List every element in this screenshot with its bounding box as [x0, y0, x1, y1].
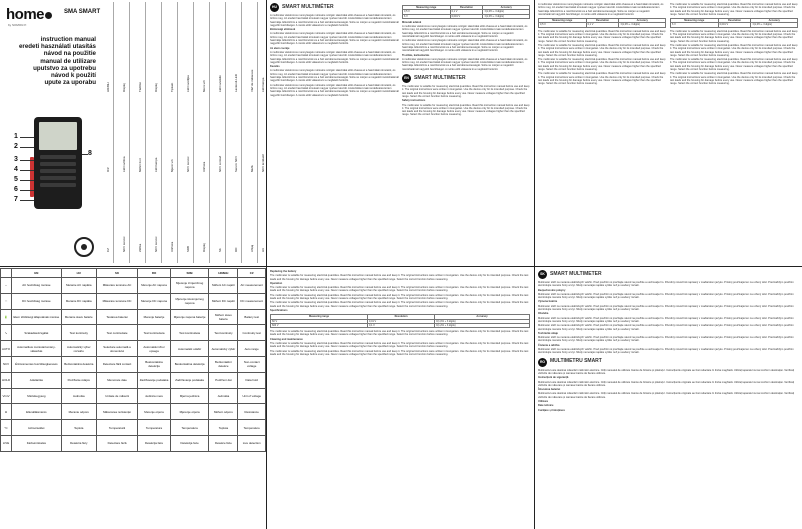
ro-subhead: Utilizare [538, 400, 549, 404]
fold-divider-horizontal [0, 266, 802, 267]
table-cell: Mértékegység [12, 388, 62, 404]
table-cell: Jednotka [61, 388, 96, 404]
en-subhead: Cleaning and maintenance [270, 337, 303, 341]
sk-lang-badge: SK [538, 270, 547, 279]
en-body-text: The multimeter is suitable for measuring electrical quantities. Read this instruction manual before use and keep it. The original instructions were written in Hungarian. Use the device only for its intended purpose. Check the test leads and the housing for damage before every use. Never measure voltages higher than the specified range. Select the correct function before measuring. [270, 293, 529, 301]
title-line: návod na použitie [43, 50, 96, 58]
en-body-text: The multimeter is suitable for measuring electrical quantities. Read this instruction manual before use and keep it. The original instructions were written in Hungarian. Use the device only for its intended purpose. Check the test leads and the housing for damage before every use. Never measure voltages higher than the specified range. Select the correct function before measuring. [670, 29, 798, 43]
en-body-text: The multimeter is suitable for measuring electrical quantities. Read this instruction manual before use and keep it. The original instructions were written in Hungarian. Use the device only for its intended purpose. Check the test leads and the housing for damage before every use. Never measure voltages higher than the specified range. Select the correct function before measuring. [270, 342, 529, 349]
table-header: EN [12, 269, 62, 278]
vtable-cell: Displej [153, 83, 158, 92]
vtable-cell: LED lampa [153, 157, 158, 172]
table-cell: Érintésmentes feszültségkeresés [12, 356, 62, 372]
meter-screen [39, 122, 77, 150]
hu-subhead: Kezelés [270, 65, 280, 69]
function-symbol: NCV [1, 356, 12, 372]
spec-cell: ±(1,0% + 3 digits) [435, 319, 530, 323]
title-line: uputstvo za upotrebu [33, 64, 96, 72]
spec-table [538, 18, 666, 28]
vtable-cell: Utičnica [169, 241, 174, 252]
table-cell: Automatikus méréstartomány-választás [12, 341, 62, 357]
table-cell: Merenje baterije [138, 309, 171, 325]
vtable-cell: SRB [185, 246, 190, 252]
hu-body-text: A multiméter elektromos mennyiségek mérésére szolgál. Használat előtt olvassa el a használati útmutatót, és őrizze meg. Az eredeti használati útmutató magyar nyelven készült. A készüléket csak rendeltetésszerűen használja. Ellenőrizze a mérőzsinórok és a ház sérülésmentességét. Soha ne mérjen a megadott méréshatárnál nagyobb feszültséget. A mérés előtt válassza ki a megfelelő funkciót. [270, 69, 399, 83]
table-cell: Battery test [238, 309, 266, 325]
table-cell: Podržení dat [209, 372, 238, 388]
hu-body-text: A multiméter elektromos mennyiségek mérésére szolgál. Használat előtt olvassa el a használati útmutatót, és őrizze meg. Az eredeti használati útmutató magyar nyelven készült. A készüléket csak rendeltetésszerűen használja. Ellenőrizze a mérőzsinórok és a ház sérülésmentességét. Soha ne mérjen a megadott méréshatárnál nagyobb feszültséget. A mérés előtt válassza ki a megfelelő funkciót. [402, 25, 528, 39]
vtable-cell: LED svítilna [121, 156, 126, 172]
table-row [1, 420, 266, 436]
table-cell: Test continuitate [96, 325, 137, 341]
table-cell: Măsurarea rezistenței [96, 404, 137, 420]
callout-number: 5 [14, 176, 18, 183]
sk-body-text: Multimeter slúži na meranie elektrických veličín. Pred použitím si prečítajte návod na použitie a uschovajte ho. Pôvodný návod bol napísaný v maďarskom jazyku. Prístroj používajte len na určený účel. Pred každým použitím skontrolujte meracie hroty a kryt. Nikdy nemerajte napätie vyššie než je uvedený rozsah. [538, 304, 794, 312]
table-cell: Detekcija faze [170, 435, 209, 451]
table-cell: Hőmérséklet [12, 420, 62, 436]
callout-number: 1 [14, 133, 18, 140]
spec-table [270, 314, 530, 328]
en-subhead: Specifications [270, 308, 288, 312]
function-symbol: ∿ [1, 325, 12, 341]
table-cell: Detekce fáze [209, 435, 238, 451]
table-cell: Merenje otpora [138, 404, 171, 420]
function-symbol: ~ [1, 278, 12, 294]
sk-subhead: Čistenie a údržba [538, 343, 560, 347]
hu-subhead: Tisztítás, karbantartás [402, 53, 430, 57]
callout-number: 2 [14, 143, 18, 150]
table-cell: DC measurement [238, 293, 266, 309]
sk-subhead: Bezpečnostné pokyny [538, 288, 566, 292]
table-row [1, 356, 266, 372]
table-cell: Unit of voltage [238, 388, 266, 404]
table-cell: Měření odporu [209, 404, 238, 420]
spec-cell: 60 V [271, 319, 368, 323]
table-cell: Automatski odabir [170, 341, 209, 357]
meter-button [40, 176, 76, 180]
spec-header: Measuring range [403, 6, 451, 10]
table-cell: Continuity test [238, 325, 266, 341]
table-header: SRB [170, 269, 209, 278]
spec-cell: ±(1,0% + 3 digits) [619, 23, 666, 27]
table-cell: Merenje DC napona [138, 293, 171, 309]
table-cell: Bezkontaktní detekce [209, 356, 238, 372]
en-body-text: The multimeter is suitable for measuring electrical quantities. Read this instruction manual before use and keep it. The original instructions were written in Hungarian. Use the device only for its intended purpose. Check the test leads and the housing for damage before every use. Never measure voltages higher than the specified range. Select the correct function before measuring. [402, 103, 530, 117]
vtable-cell: SK [217, 248, 222, 252]
sk-subhead: Obsluha [538, 312, 549, 316]
spec-header: Accuracy [483, 6, 530, 10]
spec-header: Resolution [450, 6, 483, 10]
table-cell: Adattartás [12, 372, 62, 388]
spec-cell: 0,1 V [368, 323, 435, 327]
title-line: manual de utilizare [40, 57, 96, 65]
hu-subhead: Az elem cseréje [270, 46, 290, 50]
table-cell: Beskontaktna detekcija [170, 356, 209, 372]
hu-subhead: Műszaki adatok [402, 20, 422, 24]
table-cell: Test kontinuity [61, 325, 96, 341]
table-cell: Testarea bateriei [96, 309, 137, 325]
spec-header: Measuring range [271, 315, 368, 319]
fold-divider-vertical [534, 0, 535, 529]
brand-badge-icon [74, 237, 94, 257]
function-symbol: LIVE [1, 435, 12, 451]
table-cell: Automatický výběr [209, 341, 238, 357]
spec-cell: 0,1 V [450, 10, 483, 14]
function-symbol: Ω [1, 404, 12, 420]
meter-probe [30, 157, 34, 197]
table-cell: Měření stavu baterie [209, 309, 238, 325]
ro-subhead: Instrucțiuni de siguranță [538, 376, 569, 380]
callout-number: 8 [88, 150, 92, 157]
en-lang-badge: EN [402, 74, 411, 83]
spec-table [402, 5, 530, 19]
vtable-cell: Vârf de măsurare [249, 69, 254, 92]
vtable-cell: Měřicí hrot [137, 158, 142, 172]
spec-cell: 0,5 V [539, 23, 587, 27]
table-cell: Resistance [238, 404, 266, 420]
table-cell: Zadržavanje podataka [170, 372, 209, 388]
sk-body-text: Multimeter slúži na meranie elektrických veličín. Pred použitím si prečítajte návod na použitie a uschovajte ho. Pôvodný návod bol napísaný v maďarskom jazyku. Prístroj používajte len na určený účel. Pred každým použitím skontrolujte meracie hroty a kryt. Nikdy nemerajte napätie vyššie než je uvedený rozsah. [538, 281, 794, 288]
en-body-text: The multimeter is suitable for measuring electrical quantities. Read this instruction manual before use and keep it. The original instructions were written in Hungarian. Use the device only for its intended purpose. Check the test leads and the housing for damage before every use. Never measure voltages higher than the specified range. Select the correct function before measuring. [270, 349, 529, 356]
spec-cell: 0,1 V [586, 23, 619, 27]
sk-body-text: Multimeter slúži na meranie elektrických veličín. Pred použitím si prečítajte návod na použitie a uschovajte ho. Pôvodný návod bol napísaný v maďarskom jazyku. Prístroj používajte len na určený účel. Pred každým použitím skontrolujte meracie hroty a kryt. Nikdy nemerajte napätie vyššie než je uvedený rozsah. [538, 316, 794, 323]
table-header: CZ [238, 269, 266, 278]
table-cell: Automatický výber rozsahu [61, 341, 96, 357]
table-cell: Automatski izbor opsega [138, 341, 171, 357]
en-body-text: The multimeter is suitable for measuring electrical quantities. Read this instruction manual before use and keep it. The original instructions were written in Hungarian. Use the device only for its intended purpose. Check the test leads and the housing for damage before every use. Never measure voltages higher than the specified range. Select the correct function before measuring. [538, 58, 666, 72]
title-line: návod k použití [50, 72, 96, 80]
right-top-column-1 [538, 3, 666, 263]
hu-body-text: A multiméter elektromos mennyiségek mérésére szolgál. Használat előtt olvassa el a használati útmutatót, és őrizze meg. Az eredeti használati útmutató magyar nyelven készült. A készüléket csak rendeltetésszerűen használja. Ellenőrizze a mérőzsinórok és a ház sérülésmentességét. Soha ne mérjen a megadott méréshatárnál nagyobb feszültséget. A mérés előtt válassza ki a megfelelő funkciót. [402, 39, 528, 53]
sk-body-text: Multimeter slúži na meranie elektrických veličín. Pred použitím si prečítajte návod na použitie a uschovajte ho. Pôvodný návod bol napísaný v maďarskom jazyku. Prístroj používajte len na určený účel. Pred každým použitím skontrolujte meracie hroty a kryt. Nikdy nemerajte napätie vyššie než je uvedený rozsah. [538, 348, 794, 355]
table-cell: Test kontinuiteta [170, 325, 209, 341]
table-cell: Măsurare tensiune AC [96, 278, 137, 294]
hu-body-text: A multiméter elektromos mennyiségek mérésére szolgál. Használat előtt olvassa el a használati útmutatót, és őrizze meg. Az eredeti használati útmutató magyar nyelven készült. A készüléket csak rendeltetésszerűen használja. Ellenőrizze a mérőzsinórok és a ház sérülésmentességét. Soha ne mérjen a megadott méréshatárnál nagyobb feszültséget. A mérés előtt válassza ki a megfelelő funkciót. [270, 14, 399, 27]
table-cell: Meranie AC napätia [61, 278, 96, 294]
en-section [270, 270, 530, 526]
spec-header: Accuracy [751, 19, 798, 23]
sk-subhead: Technické údaje [538, 331, 558, 335]
table-cell: Detectare fază [96, 435, 137, 451]
en-section-title: SMART MULTIMETER [414, 74, 466, 81]
spec-header: Resolution [718, 19, 751, 23]
table-cell: Memorare date [96, 372, 137, 388]
table-cell: Meranie DC napätia [61, 293, 96, 309]
table-cell: Bezkontaktná detekcia [61, 356, 96, 372]
callout-number: 7 [14, 196, 18, 203]
spec-cell: ±(1,0% + 3 digits) [483, 14, 530, 18]
vtable-cell: HU [261, 247, 265, 252]
spec-header: Resolution [586, 19, 619, 23]
table-header: HU [61, 269, 96, 278]
ro-lang-badge: RO [538, 358, 547, 367]
table-cell: Temperatură [96, 420, 137, 436]
table-cell: Mjerenje istosmjernog napona [170, 293, 209, 309]
vtable-cell: NCV senzor [185, 156, 190, 172]
hu-body-text: A multiméter elektromos mennyiségek mérésére szolgál. Használat előtt olvassa el a használati útmutatót, és őrizze meg. Az eredeti használati útmutató magyar nyelven készült. A készüléket csak rendeltetésszerűen használja. Ellenőrizze a mérőzsinórok és a ház sérülésmentességét. Soha ne mérjen a megadott méréshatárnál nagyobb feszültséget. A mérés előtt válassza ki a megfelelő funkciót. [270, 50, 399, 64]
vtable-cell: Tlačítko [137, 81, 142, 92]
table-cell: Detekcija faze [138, 435, 171, 451]
table-cell: Data hold [238, 372, 266, 388]
table-row [1, 278, 266, 294]
hu-section-title: SMART MULTIMÉTER [282, 3, 334, 10]
en-subhead: Safety instructions [402, 99, 426, 103]
table-cell: Teplota [61, 420, 96, 436]
table-cell: Ellenállásmérés [12, 404, 62, 420]
table-cell: Zadržavanje podataka [138, 372, 171, 388]
en-body-text: The multimeter is suitable for measuring electrical quantities. Read this instruction manual before use and keep it. The original instructions were written in Hungarian. Use the device only for its intended purpose. Check the test leads and the housing for damage before every use. Never measure voltages higher than the specified range. Select the correct function before measuring. [538, 43, 666, 57]
table-cell: DC feszültség mérése [12, 293, 62, 309]
ro-subhead: Curățare și întreținere [538, 408, 565, 412]
vtable-cell: LED svietidlo [217, 75, 222, 92]
spec-cell: 0,001 V [450, 14, 483, 18]
table-cell: Test kontinuiteta [138, 325, 171, 341]
function-symbol: AUTO [1, 341, 12, 357]
en-body-text: The multimeter is suitable for measuring electrical quantities. Read this instruction manual before use and keep it. The original instructions were written in Hungarian. Use the device only for its intended purpose. Check the test leads and the housing for damage before every use. Never measure voltages higher than the specified range. Select the correct function before measuring. [270, 301, 529, 308]
sk-section-title: SMART MULTIMETER [550, 270, 602, 277]
hu-body-text: A multiméter elektromos mennyiségek mérésére szolgál. Használat előtt olvassa el a használati útmutatót, és őrizze meg. Az eredeti használati útmutató magyar nyelven készült. A készüléket csak rendeltetésszerűen használja. Ellenőrizze a mérőzsinórok és a ház sérülésmentességét. Soha ne mérjen a megadott méréshatárnál nagyobb feszültséget. A mérés előtt válassza ki a megfelelő funkciót. [402, 57, 528, 71]
table-cell: Detekcia fázy [61, 435, 96, 451]
table-cell: AC feszültség mérése [12, 278, 62, 294]
table-cell: Selectare automată a domeniului [96, 341, 137, 357]
meter-button [40, 155, 76, 159]
spec-cell: 0,01 V [368, 319, 435, 323]
en-body-text: The multimeter is suitable for measuring electrical quantities. Read this instruction manual before use and keep it. The original instructions were written in Hungarian. Use the device only for its intended purpose. Check the test leads and the housing for damage before every use. Never measure voltages higher than the specified range. Select the correct function before measuring. [270, 274, 529, 281]
table-row [1, 325, 266, 341]
meter-button [40, 169, 76, 173]
en-body-text: The multimeter is suitable for measuring electrical quantities. Read this instruction manual before use and keep it. The original instructions were written in Hungarian. Use the device only for its intended purpose. Check the test leads and the housing for damage before every use. Never measure voltages higher than the specified range. Select the correct function before measuring. [670, 58, 798, 72]
table-row [1, 293, 266, 309]
function-symbol: HOLD [1, 372, 12, 388]
spec-header: Resolution [368, 315, 435, 319]
vtable-cell: ICZ [105, 167, 110, 172]
table-header-row [1, 269, 266, 278]
spec-cell: 0,001 V [718, 23, 751, 27]
hu-subhead: Biztonsági előírások [270, 28, 296, 32]
function-symbol: °C [1, 420, 12, 436]
title-line: upute za uporabu [44, 79, 96, 87]
callout-number: 6 [14, 186, 18, 193]
vtable-cell: Tipkalo [169, 82, 174, 92]
vtable-cell: LED svetiljka [185, 75, 190, 92]
hu-spec-column [402, 3, 530, 263]
table-header: SK [96, 269, 137, 278]
spec-header: Accuracy [619, 19, 666, 23]
hu-body-text: A multiméter elektromos mennyiségek mérésére szolgál. Használat előtt olvassa el a használati útmutatót, és őrizze meg. Az eredeti használati útmutató magyar nyelven készült. A készüléket csak rendeltetésszerűen használja. Ellenőrizze a mérőzsinórok és a ház sérülésmentességét. Soha ne mérjen a megadott méréshatárnál nagyobb feszültséget. A mérés előtt válassza ki a megfelelő funkciót. [538, 3, 664, 16]
spec-cell: ±(1,0% + 3 digits) [483, 10, 530, 14]
en-body-text: The multimeter is suitable for measuring electrical quantities. Read this instruction manual before use and keep it. The original instructions were written in Hungarian. Use the device only for its intended purpose. Check the test leads and the housing for damage before every use. Never measure voltages higher than the specified range. Select the correct function before measuring. [270, 330, 529, 337]
ro-subhead: Date tehnice [538, 404, 554, 408]
vtable-cell: Merni vrh [201, 79, 206, 92]
spec-cell: 0,5 V [403, 10, 451, 14]
vtable-cell: Mufă [249, 165, 254, 172]
brand-subtitle: by SOMOGYI [8, 23, 27, 27]
en-body-text: The multimeter is suitable for measuring electrical quantities. Read this instruction manual before use and keep it. The original instructions were written in Hungarian. Use the device only for its intended purpose. Check the test leads and the housing for damage before every use. Never measure voltages higher than the specified range. Select the correct function before measuring. [538, 29, 666, 43]
spec-header: Measuring range [539, 19, 587, 23]
spec-table [670, 18, 798, 28]
table-cell: Jedinica mere [138, 388, 171, 404]
vtable-cell: RO [233, 247, 238, 252]
table-row [1, 372, 266, 388]
table-cell: Meranie stavu batérie [61, 309, 96, 325]
vtable-cell: Utičnica [201, 161, 206, 172]
table-header: HR/BiH [209, 269, 238, 278]
table-cell: Mjerenje napona baterije [170, 309, 209, 325]
table-cell: Live detection [238, 435, 266, 451]
table-cell: Jednotka [209, 388, 238, 404]
sk-body-text: Multimeter slúži na meranie elektrických veličín. Pred použitím si prečítajte návod na použitie a uschovajte ho. Pôvodný návod bol napísaný v maďarskom jazyku. Prístroj používajte len na určený účel. Pred každým použitím skontrolujte meracie hroty a kryt. Nikdy nemerajte napätie vyššie než je uvedený rozsah. [538, 336, 794, 343]
vtable-cell: NCV snímač [217, 155, 222, 172]
ro-body-text: Multimetrul este destinat măsurării mărimilor electrice. Citiți manualul de utilizare înainte de folosire și păstrați-l. Instrucțiunile originale au fost redactate în limba maghiară. Utilizați aparatul numai conform destinației. Verificați vârfurile de măsurare și carcasa înainte de fiecare utilizare. [538, 380, 795, 387]
table-row [1, 435, 266, 451]
table-cell: Meranie odporu [61, 404, 96, 420]
table-row [1, 341, 266, 357]
brand-logo: home [6, 6, 52, 23]
table-header: RO [138, 269, 171, 278]
function-symbol: V/mV [1, 388, 12, 404]
en-body-text: The multimeter is suitable for measuring electrical quantities. Read this instruction manual before use and keep it. The original instructions were written in Hungarian. Use the device only for its intended purpose. Check the test leads and the housing for damage before every use. Never measure voltages higher than the specified range. Select the correct function before measuring. [670, 3, 798, 16]
table-cell: Temperatura [138, 420, 171, 436]
table-cell: Temperatura [170, 420, 209, 436]
en-body-text: The multimeter is suitable for measuring electrical quantities. Read this instruction manual before use and keep it. The original instructions were written in Hungarian. Use the device only for its intended purpose. Check the test leads and the housing for damage before every use. Never measure voltages higher than the specified range. Select the correct function before measuring. [270, 286, 529, 293]
table-cell: Măsurare tensiune DC [96, 293, 137, 309]
spec-header: Accuracy [435, 315, 530, 319]
en-subhead: Operation [270, 281, 283, 285]
vtable-cell: Lanternă LED [233, 74, 238, 92]
table-cell: Teplota [209, 420, 238, 436]
table-cell: Mjerna jedinica [170, 388, 209, 404]
en-body-text: The multimeter is suitable for measuring electrical quantities. Read this instruction manual before use and keep it. The original instructions were written in Hungarian. Use the device only for its intended purpose. Check the test leads and the housing for damage before every use. Never measure voltages higher than the specified range. Select the correct function before measuring. [402, 85, 530, 98]
hu-section [270, 3, 400, 263]
right-top-column-2 [670, 3, 798, 263]
title-line: eredeti használati utasítás [18, 43, 96, 51]
vtable-cell: Zdířka [137, 243, 142, 252]
vtable-cell: Senzor NCV [233, 155, 238, 172]
sk-body-text: Multimeter slúži na meranie elektrických veličín. Pred použitím si prečítajte návod na použitie a uschovajte ho. Pôvodný návod bol napísaný v maďarskom jazyku. Prístroj používajte len na určený účel. Pred každým použitím skontrolujte meracie hroty a kryt. Nikdy nemerajte napätie vyššie než je uvedený rozsah. [538, 324, 794, 331]
table-cell: Temperature [238, 420, 266, 436]
vtable-cell: Displej [121, 83, 126, 92]
vtable-cell: Afișaj [249, 244, 254, 252]
table-header [1, 269, 12, 278]
spec-cell: 600 V [271, 323, 368, 327]
table-cell: Měření AC napětí [209, 278, 238, 294]
manual-titles [6, 36, 96, 86]
table-cell: Szakadásvizsgálat [12, 325, 62, 341]
title-line: instruction manual [40, 36, 96, 43]
spec-cell: 6 V [671, 23, 719, 27]
vtable-cell: Displej [201, 243, 206, 252]
en-body-text: The multimeter is suitable for measuring electrical quantities. Read this instruction manual before use and keep it. The original instructions were written in Hungarian. Use the device only for its intended purpose. Check the test leads and the housing for damage before every use. Never measure voltages higher than the specified range. Select the correct function before measuring. [670, 43, 798, 57]
table-cell: Mjerenje otpora [170, 404, 209, 420]
hu-body-text: A multiméter elektromos mennyiségek mérésére szolgál. Használat előtt olvassa el a használati útmutatót, és őrizze meg. Az eredeti használati útmutató magyar nyelven készült. A készüléket csak rendeltetésszerűen használja. Ellenőrizze a mérőzsinórok és a ház sérülésmentességét. Soha ne mérjen a megadott méréshatárnál nagyobb feszültséget. A mérés előtt válassza ki a megfelelő funkciót. [270, 32, 399, 46]
en-body-text: The multimeter is suitable for measuring electrical quantities. Read this instruction manual before use and keep it. The original instructions were written in Hungarian. Use the device only for its intended purpose. Check the test leads and the housing for damage before every use. Never measure voltages higher than the specified range. Select the correct function before measuring. [538, 72, 666, 86]
table-cell: Fázisérzékelés [12, 435, 62, 451]
vtable-cell: CZ [105, 248, 110, 252]
model-name: SMA SMART [64, 9, 101, 15]
rotated-parts-table [96, 0, 266, 265]
table-cell: Unitate de măsură [96, 388, 137, 404]
hu-body-text: A multiméter elektromos mennyiségek mérésére szolgál. Használat előtt olvassa el a használati útmutatót, és őrizze meg. Az eredeti használati útmutató magyar nyelven készült. A készüléket csak rendeltetésszerűen használja. Ellenőrizze a mérőzsinórok és a ház sérülésmentességét. Soha ne mérjen a megadott méréshatárnál nagyobb feszültséget. A mérés előtt válassza ki a megfelelő funkciót. [270, 83, 399, 97]
ro-body-text: Multimetrul este destinat măsurării mărimilor electrice. Citiți manualul de utilizare înainte de folosire și păstrați-l. Instrucțiunile originale au fost redactate în limba maghiară. Utilizați aparatul numai conform destinației. Verificați vârfurile de măsurare și carcasa înainte de fiecare utilizare. [538, 368, 795, 375]
table-cell: Měření DC napětí [209, 293, 238, 309]
meter-button [40, 162, 76, 166]
vtable-cell: LED lámpa [261, 77, 265, 92]
en-body-text: The multimeter is suitable for measuring electrical quantities. Read this instruction manual before use and keep it. The original instructions were written in Hungarian. Use the device only for its intended purpose. Check the test leads and the housing for damage before every use. Never measure voltages higher than the specified range. Select the correct function before measuring. [670, 72, 798, 86]
meter-button [40, 183, 76, 187]
spec-header: Measuring range [671, 19, 719, 23]
spec-cell: 6 V [403, 14, 451, 18]
vtable-cell: HR/BiH [105, 82, 110, 92]
table-cell: AC measurement [238, 278, 266, 294]
function-table [0, 268, 266, 529]
table-row [1, 309, 266, 325]
function-symbol: ⎓ [1, 293, 12, 309]
hu-lang-badge: HU [270, 3, 279, 12]
table-cell: Merenje AC napona [138, 278, 171, 294]
spec-cell: ±(1,2% + 3 digits) [435, 323, 530, 327]
table-cell: Beskontaktna detekcija [138, 356, 171, 372]
sk-subhead: Výmena batérie [538, 300, 558, 304]
en-subhead: Replacing the battery [270, 270, 297, 273]
spec-cell: ±(1,0% + 3 digits) [751, 23, 798, 27]
ro-body-text: Multimetrul este destinat măsurării mărimilor electrice. Citiți manualul de utilizare înainte de folosire și păstrați-l. Instrucțiunile originale au fost redactate în limba maghiară. Utilizați aparatul numai conform destinației. Verificați vârfurile de măsurare și carcasa înainte de fiecare utilizare. [538, 392, 795, 399]
function-symbol: 🔋 [1, 309, 12, 325]
table-cell: Detectare fără contact [96, 356, 137, 372]
table-cell: Test kontinuity [209, 325, 238, 341]
ro-subhead: Înlocuirea bateriei [538, 388, 561, 392]
table-cell: Podržanie údajov [61, 372, 96, 388]
sk-body-text: Multimeter slúži na meranie elektrických veličín. Pred použitím si prečítajte návod na použitie a uschovajte ho. Pôvodný návod bol napísaný v maďarskom jazyku. Prístroj používajte len na určený účel. Pred každým použitím skontrolujte meracie hroty a kryt. Nikdy nemerajte napätie vyššie než je uvedený rozsah. [538, 292, 794, 300]
vtable-cell: Mjerni vrh [169, 159, 174, 172]
callout-number: 4 [14, 166, 18, 173]
vtable-cell: NCV senzor [153, 236, 158, 252]
vtable-cell: NCV érzékelő [261, 154, 265, 172]
ro-section-title: MULTIMETRU SMART [550, 358, 602, 365]
fold-divider-vertical [266, 0, 267, 529]
table-cell: Non-contact voltage [238, 356, 266, 372]
vtable-cell: NCV senzor [121, 236, 126, 252]
table-cell: Mjerenje izmjeničnog napona [170, 278, 209, 294]
table-row [1, 404, 266, 420]
multimeter-illustration [34, 117, 82, 209]
sk-ro-section [538, 270, 798, 526]
table-cell: Elem töltöttségi állapotának mérése [12, 309, 62, 325]
table-row [1, 388, 266, 404]
callout-number: 3 [14, 156, 18, 163]
table-cell: Auto range [238, 341, 266, 357]
